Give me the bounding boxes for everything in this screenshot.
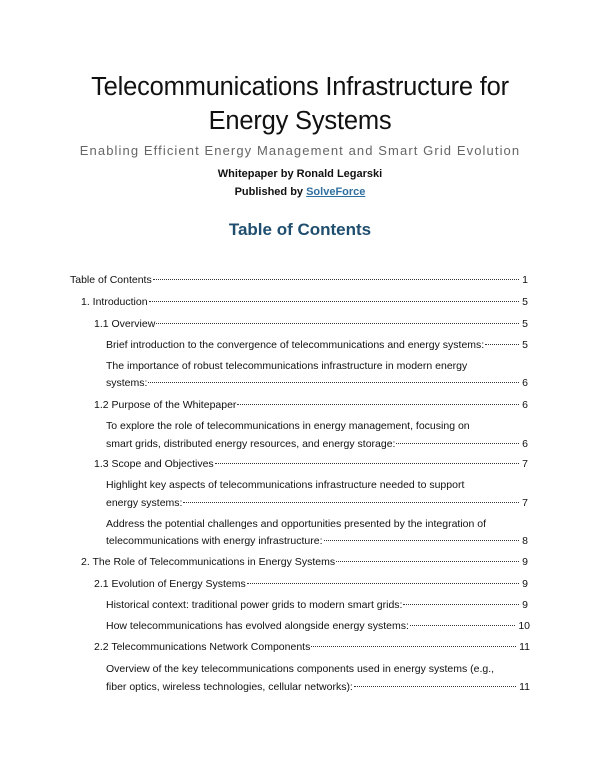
toc-entry-importance[interactable] [106, 376, 528, 390]
toc-entry-role-of-telecom[interactable] [81, 555, 528, 569]
toc-entry-highlight[interactable] [106, 496, 528, 510]
toc-entry-text: Historical context: traditional power grids to modern smart grids: [106, 599, 403, 611]
toc-entry-text: How telecommunications has evolved alongside energy systems: [106, 620, 409, 632]
toc-page-number: 6 [522, 438, 528, 450]
toc-entry-explore-role[interactable] [106, 437, 528, 451]
toc-entry-text: smart grids, distributed energy resources, and energy storage: [106, 438, 396, 450]
published-prefix: Published by [234, 186, 307, 198]
toc-page-number: 9 [522, 578, 528, 590]
toc-entry-text: 1.1 Overview [94, 318, 156, 330]
toc-page-number: 6 [522, 399, 528, 411]
toc-leader [183, 501, 519, 503]
toc-page-number: 6 [522, 377, 528, 389]
toc-leader [485, 343, 519, 345]
toc-page-number: 9 [522, 556, 528, 568]
toc-entry-how-telecom-evolved[interactable] [106, 619, 530, 633]
toc-leader [153, 278, 519, 280]
toc-page-number: 11 [519, 641, 530, 653]
toc-entry-purpose[interactable] [94, 398, 528, 412]
toc-entry-text: Table of Contents [70, 274, 152, 286]
toc-entry-table-of-contents[interactable] [70, 273, 528, 287]
document-subtitle: Enabling Efficient Energy Management and Smart Grid Evolution [79, 143, 521, 158]
toc-leader [237, 403, 519, 405]
toc-entry-challenges[interactable] [106, 534, 528, 548]
toc-entry-overview-components[interactable] [106, 680, 530, 694]
toc-entry-text: fiber optics, wireless technologies, cellular networks): [106, 681, 353, 693]
author-line: Whitepaper by Ronald Legarski [217, 168, 383, 180]
toc-page-number: 9 [522, 599, 528, 611]
title-line-2: Energy Systems [208, 107, 392, 135]
toc-entry-text: Brief introduction to the convergence of telecommunications and energy systems: [106, 339, 485, 351]
toc-leader [156, 322, 519, 324]
toc-page-number: 5 [522, 318, 528, 330]
toc-entry-text: telecommunications with energy infrastructure: [106, 535, 323, 547]
toc-entry-line: Address the potential challenges and opportunities presented by the integration of [106, 518, 487, 530]
toc-entry-evolution[interactable] [94, 577, 528, 591]
toc-page-number: 7 [522, 497, 528, 509]
toc-entry-scope[interactable] [94, 457, 528, 471]
toc-entry-brief-introduction[interactable] [106, 338, 528, 352]
toc-leader [148, 381, 519, 383]
toc-entry-line: Overview of the key telecommunications components used in energy systems (e.g., [106, 663, 495, 675]
toc-page-number: 5 [522, 296, 528, 308]
toc-page-number: 5 [522, 339, 528, 351]
title-line-1: Telecommunications Infrastructure for [91, 73, 509, 101]
toc-page-number: 1 [522, 274, 528, 286]
toc-entry-network-components[interactable] [94, 640, 530, 654]
toc-entry-historical-context[interactable] [106, 598, 528, 612]
toc-page-number: 7 [522, 458, 528, 470]
publisher-link[interactable]: SolveForce [306, 186, 366, 198]
toc-entry-text: 1.2 Purpose of the Whitepaper [94, 399, 237, 411]
toc-entry-introduction[interactable] [81, 295, 528, 309]
toc-heading: Table of Contents [228, 220, 372, 239]
toc-entry-line: The importance of robust telecommunications infrastructure in modern energy [106, 360, 468, 372]
toc-leader [396, 442, 519, 444]
toc-leader [403, 603, 519, 605]
toc-leader [324, 539, 520, 541]
toc-entry-text: 2.1 Evolution of Energy Systems [94, 578, 246, 590]
toc-leader [311, 645, 516, 647]
toc-leader [215, 462, 519, 464]
toc-entry-text: 1.3 Scope and Objectives [94, 458, 214, 470]
toc-leader [149, 300, 520, 302]
toc-page-number: 10 [518, 620, 530, 632]
toc-entry-text: 1. Introduction [81, 296, 148, 308]
toc-page-number: 8 [522, 535, 528, 547]
toc-entry-text: 2. The Role of Telecommunications in Energy Systems [81, 556, 336, 568]
toc-leader [247, 582, 519, 584]
toc-page-number: 11 [519, 681, 530, 693]
toc-entry-text: energy systems: [106, 497, 183, 509]
toc-entry-overview[interactable] [94, 317, 528, 331]
toc-entry-line: To explore the role of telecommunications in energy management, focusing on [106, 420, 470, 432]
toc-entry-text: 2.2 Telecommunications Network Components [94, 641, 311, 653]
toc-leader [354, 685, 516, 687]
toc-entry-text: systems: [106, 377, 148, 389]
toc-leader [336, 560, 519, 562]
toc-entry-line: Highlight key aspects of telecommunications infrastructure needed to support [106, 479, 465, 491]
toc-leader [410, 624, 515, 626]
